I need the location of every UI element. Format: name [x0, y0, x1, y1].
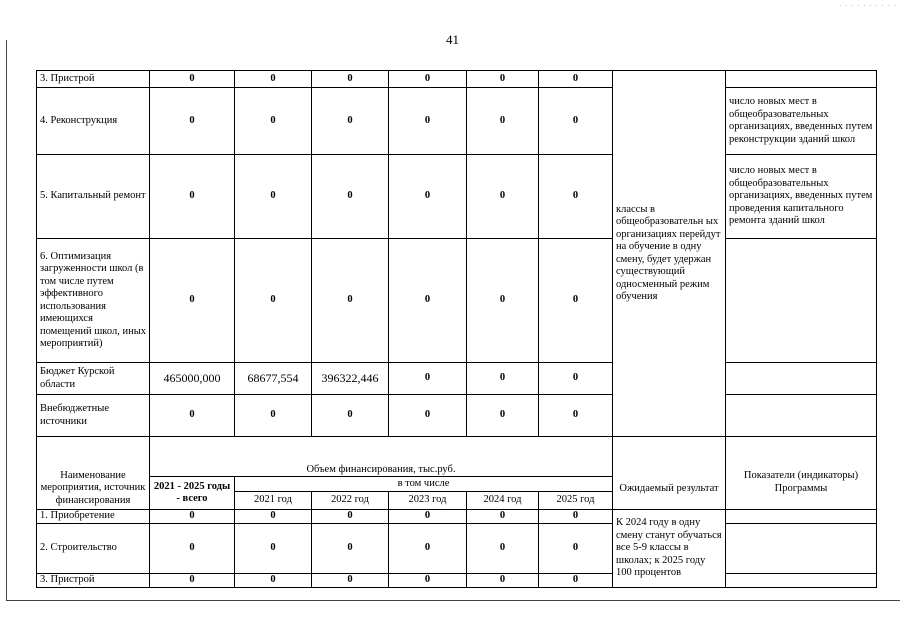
cell-total: 0 — [150, 239, 235, 363]
cell-total: 0 — [150, 155, 235, 239]
row-name: Бюджет Курской области — [37, 363, 150, 395]
cell-total: 0 — [150, 524, 235, 574]
table-row — [37, 395, 877, 437]
cell-2023: 0 — [389, 239, 467, 363]
cell-2021: 0 — [235, 239, 312, 363]
cell-2022: 0 — [312, 88, 389, 155]
row-name: 4. Реконструкция — [37, 88, 150, 155]
table-row — [37, 363, 877, 395]
cell-2022: 0 — [312, 155, 389, 239]
indicator-cell-empty — [726, 395, 877, 437]
header-year: 2021 год — [235, 492, 312, 510]
indicator-cell-empty — [726, 239, 877, 363]
cell-2024: 0 — [467, 524, 539, 574]
header-year: 2025 год — [539, 492, 613, 510]
cell-2022: 0 — [312, 510, 389, 524]
cell-2023: 0 — [389, 88, 467, 155]
cell-total: 0 — [150, 574, 235, 588]
cell-2025: 0 — [539, 363, 613, 395]
cell-2023: 0 — [389, 574, 467, 588]
cell-2025: 0 — [539, 574, 613, 588]
row-name: 3. Пристрой — [37, 71, 150, 88]
header-year: 2024 год — [467, 492, 539, 510]
cell-2021: 0 — [235, 510, 312, 524]
cell-2024: 0 — [467, 395, 539, 437]
cell-2025: 0 — [539, 71, 613, 88]
cell-2024: 0 — [467, 239, 539, 363]
table-row — [37, 510, 877, 524]
bottom-border-line — [6, 600, 900, 601]
indicator-cell-empty — [726, 363, 877, 395]
cell-2024: 0 — [467, 363, 539, 395]
cell-2022: 0 — [312, 71, 389, 88]
cell-total: 0 — [150, 510, 235, 524]
cell-2021: 68677,554 — [235, 363, 312, 395]
header-indicators: Показатели (индикаторы) Программы — [726, 437, 877, 510]
cell-2021: 0 — [235, 395, 312, 437]
indicator-cell-empty — [726, 524, 877, 574]
row-name: 3. Пристрой — [37, 574, 150, 588]
cell-2023: 0 — [389, 395, 467, 437]
row-name: 1. Приобретение — [37, 510, 150, 524]
cell-2025: 0 — [539, 88, 613, 155]
expected-result-bottom: К 2024 году в одну смену станут обучаться все 5-9 классы в школах; к 2025 году 100 процентов — [613, 510, 726, 588]
table-row — [37, 71, 877, 88]
cell-2021: 0 — [235, 88, 312, 155]
cell-total: 0 — [150, 88, 235, 155]
cell-2022: 396322,446 — [312, 363, 389, 395]
cell-2022: 0 — [312, 395, 389, 437]
cell-2025: 0 — [539, 524, 613, 574]
cell-2024: 0 — [467, 574, 539, 588]
header-result: Ожидаемый результат — [613, 437, 726, 510]
cell-2023: 0 — [389, 363, 467, 395]
header-year: 2023 год — [389, 492, 467, 510]
table-row — [37, 574, 877, 588]
table-row — [37, 239, 877, 363]
cell-total: 465000,000 — [150, 363, 235, 395]
cell-2022: 0 — [312, 239, 389, 363]
header-year: 2022 год — [312, 492, 389, 510]
cell-total: 0 — [150, 395, 235, 437]
indicator-reconstruction: число новых мест в общеобразовательных организациях, введенных путем реконструкции зданий школ — [726, 88, 877, 155]
cell-2021: 0 — [235, 524, 312, 574]
cell-2025: 0 — [539, 155, 613, 239]
row-name: 2. Строительство — [37, 524, 150, 574]
cell-2025: 0 — [539, 395, 613, 437]
row-name: 6. Оптимизация загруженности школ (в том числе путем эффективного использования имеющихся помещений школ, иных мероприятий) — [37, 239, 150, 363]
cell-2021: 0 — [235, 71, 312, 88]
indicator-cell-empty — [726, 510, 877, 524]
cell-2023: 0 — [389, 524, 467, 574]
cell-2024: 0 — [467, 155, 539, 239]
header-total: 2021 - 2025 годы - всего — [150, 477, 235, 510]
table-row — [37, 88, 877, 155]
cell-2023: 0 — [389, 155, 467, 239]
financing-table — [36, 70, 877, 588]
cell-2025: 0 — [539, 510, 613, 524]
cell-2023: 0 — [389, 510, 467, 524]
expected-result-cell: классы в общеобразовательн ых организациях перейдут на обучение в одну смену, будет удержан существующий односменный режим обучения — [613, 71, 726, 437]
cell-total: 0 — [150, 71, 235, 88]
table-row — [37, 524, 877, 574]
indicator-cell-empty — [726, 574, 877, 588]
indicator-cell-empty — [726, 71, 877, 88]
cell-2024: 0 — [467, 510, 539, 524]
header-including: в том числе — [235, 477, 613, 492]
cell-2022: 0 — [312, 524, 389, 574]
cell-2022: 0 — [312, 574, 389, 588]
cell-2021: 0 — [235, 574, 312, 588]
table-row — [37, 155, 877, 239]
left-border-line — [6, 40, 7, 600]
cell-2024: 0 — [467, 71, 539, 88]
cell-2023: 0 — [389, 71, 467, 88]
row-name: Внебюджетные источники — [37, 395, 150, 437]
corner-stamp-mark: · · · · · · · · · · — [838, 2, 897, 10]
indicator-capital-repair: число новых мест в общеобразовательных организациях, введенных путем проведения капитального ремонта зданий школ — [726, 155, 877, 239]
cell-2021: 0 — [235, 155, 312, 239]
cell-2024: 0 — [467, 88, 539, 155]
page-number: 41 — [446, 32, 459, 47]
row-name: 5. Капитальный ремонт — [37, 155, 150, 239]
cell-2025: 0 — [539, 239, 613, 363]
header-row — [37, 437, 877, 477]
header-funding: Объем финансирования, тыс.руб. — [150, 437, 613, 477]
header-name: Наименование мероприятия, источник финансирования — [37, 437, 150, 510]
